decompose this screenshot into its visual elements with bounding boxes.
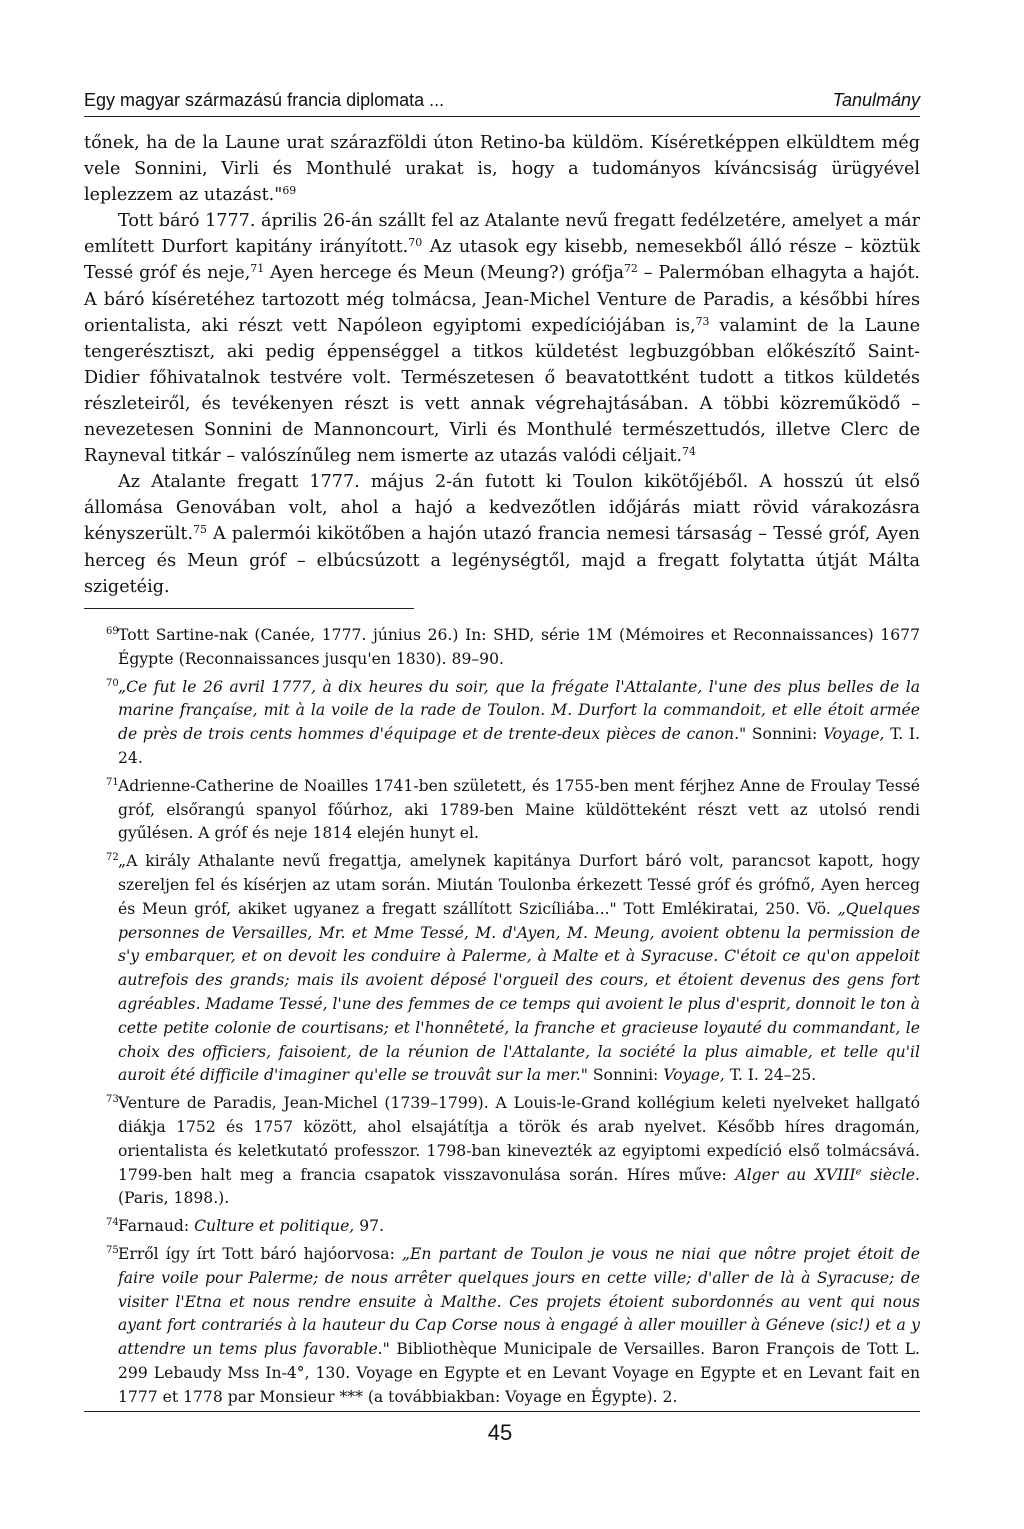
footnote-number: 75 (106, 1244, 119, 1256)
footnote-text: Tott Sartine-nak (Canée, 1777. június 26.) In: SHD, série 1M (Mémoires et Reconnaissances) 1677 Égypte (Reconnaissances jusqu'en 1830). 89–90. (118, 626, 920, 668)
footnote-number: 69 (106, 626, 119, 637)
footnote-71 (84, 775, 920, 846)
superscript: e (855, 1166, 862, 1178)
paragraph-text: valamint de la Laune tengerésztiszt, aki pedig éppenséggel a titkos küldetést legbuzgóbban előkészítő Saint-Didier főhivatalnok testvére volt. Természetesen ő beavatottként tudott a titkos küldetés részleteiről, és tevékenyen részt is vett annak végrehajtásában. A többi közreműködő – nevezetesen Sonnini de Mannoncourt, Virli és Monthulé természettudós, illetve Clerc de Rayneval titkár – valószínűleg nem ismerte az utazás valódi céljait. (84, 315, 920, 467)
footnote-work-title-part: Alger au XVIII (735, 1165, 856, 1184)
paragraph (84, 469, 920, 599)
footnote-work-title: Culture et politique, (194, 1217, 355, 1236)
body-text (84, 130, 920, 600)
footnote-text: Venture de Paradis, Jean-Michel (1739–1799). A Louis-le-Grand kollégium keleti nyelveket hallgató diákja 1752 és 1757 között, ahol elsajátítja a török és arab nyelvet. Később híres dragomán, orientalista és keletkutató professzor. 1798-ban kinevezték az egyiptomi expedíció első tolmácsává. 1799-ben halt meg a francia csapatok visszavonulása során. Híres műve: (118, 1094, 920, 1184)
footnote-number: 72 (106, 852, 119, 864)
footnote-text: T. I. 24. (118, 725, 920, 767)
paragraph-text: Az utasok egy kisebb, nemesekből álló része – köztük Tessé gróf és neje, (84, 237, 920, 284)
footnote-ref-73[interactable]: 73 (695, 314, 710, 328)
page-bottom-rule (84, 1411, 920, 1412)
footnote-quote: „Ce fut le 26 avril 1777, à dix heures du soir, que la frégate l'Attalante, l'une des plus belles de la marine françaíse, mit à la voile de la rade de Toulon. M. Durfort la commandoit, et elle étoit armée de près de trois cents hommes d'équipage et de trente-deux pièces de canon." (118, 677, 920, 744)
footnote-number: 74 (106, 1217, 119, 1229)
header-section-label: Tanulmány (832, 90, 920, 110)
paragraph-text: Az Atalante fregatt 1777. május 2-án futott ki Toulon kikötőjéből. A hosszú út első állomása Genovában volt, ahol a hajó a kedvezőtlen időjárás miatt rövid várakozásra kényszerült. (84, 472, 920, 545)
footnote-73 (84, 1092, 920, 1211)
footnote-75 (84, 1243, 920, 1410)
paragraph-text: A palermói kikötőben a hajón utazó francia nemesi társaság – Tessé gróf, Ayen herceg és Meun gróf – elbúcsúzott a legénységtől, majd a fregatt folytatta útját Málta szigetéig. (84, 524, 920, 597)
paragraph (84, 208, 920, 469)
footnote-69 (84, 624, 920, 672)
footnote-number: 73 (106, 1094, 119, 1106)
footnote-work-title (735, 1166, 920, 1184)
footnote-quote: „Quelques personnes de Versailles, Mr. et Mme Tessé, M. d'Ayen, M. Meung, avoient obtenu la permission de s'y embarquer, et on devoit les conduire à Palerme, à Malte et à Syracuse. C'étoit ce qu'on appeloit autrefois des grands; mais ils avoient déposé l'orgueil des cours, et étoient devenus des gens fort agréables. Madame Tessé, l'une des femmes de ce temps qui avoient le plus d'esprit, donnoit le ton à cette petite colonie de courtisans; et l'honnêteté, la franche et gracieuse loyauté du commandant, le choix des officiers, faisoient, de la réunion de l'Attalante, la société la plus aimable, et telle qu'il auroit été difficile d'imaginer qu'elle se trouvât sur la mer." (118, 899, 920, 1085)
footnotes (84, 624, 920, 1414)
footnote-text: (Paris, 1898.). (118, 1189, 230, 1208)
footnote-74 (84, 1215, 920, 1239)
footnote-ref-70[interactable]: 70 (408, 236, 423, 250)
running-header (84, 86, 920, 117)
footnote-70 (84, 676, 920, 771)
footnote-text: T. I. 24–25. (724, 1066, 817, 1085)
footnote-ref-69[interactable]: 69 (282, 184, 297, 198)
footnote-work-title: Voyage, (663, 1066, 725, 1085)
footnote-text: Bibliothèque Municipale de Versailles. Baron François de Tott L. 299 Lebaudy Mss In-4°, 130. Voyage en Egypte et en Levant Voyage en Egypte et en Levant fait en 1777 et 1778 par Monsieur *** (a továbbiakban: Voyage en Égypte). 2. (118, 1340, 921, 1406)
footnote-ref-74[interactable]: 74 (682, 445, 696, 459)
header-title: Egy magyar származású francia diplomata ... (84, 90, 445, 110)
footnote-number: 70 (106, 677, 119, 689)
paragraph (84, 130, 920, 208)
footnote-ref-72[interactable]: 72 (623, 262, 638, 276)
footnote-number: 71 (106, 776, 119, 788)
footnote-text: „A király Athalante nevű fregattja, amelynek kapitánya Durfort báró volt, parancsot kapott, hogy szereljen fel és kísérjen az utam során. Miután Toulonba érkezett Tessé gróf és grófnő, Ayen herceg és Meun gróf, akiket ugyanez a fregatt szállított Szicíliába..." Tott Emlékiratai, 250. Vö. (118, 852, 920, 918)
footnote-ref-71[interactable]: 71 (250, 262, 265, 276)
footnote-work-title-part: siècle. (861, 1165, 920, 1184)
footnote-quote: „En partant de Toulon je vous ne niai que nôtre projet étoit de faire voile pour Palerme; de nous arrêter quelques jours en cette ville; d'aller de là à Syracuse; de visiter l'Etna et nous rendre ensuite à Malthe. Ces projets étoient subordonnés au vent qui nous ayant fort contrariés à la hauteur du Cap Corse nous à engagé à aller mouiller à Géneve (sic!) et a y attendre un tems plus favorable." (118, 1244, 920, 1359)
footnote-text: Farnaud: (118, 1217, 195, 1236)
footnote-text: 97. (354, 1217, 385, 1236)
footnote-ref-75[interactable]: 75 (193, 523, 207, 537)
paragraph-text: Ayen hercege és Meun (Meung?) grófja (264, 263, 624, 284)
footnote-divider (84, 608, 414, 609)
page-number: 45 (487, 1420, 513, 1445)
paragraph-text: – Palermóban elhagyta a hajót. A báró kíséretéhez tartozott még tolmácsa, Jean-Michel Venture de Paradis, a későbbi híres orientalista, aki részt vett Napóleon egyiptomi expedíciójában is, (84, 263, 921, 336)
footnote-text: Erről így írt Tott báró hajóorvosa: (118, 1244, 402, 1263)
paragraph-text: tőnek, ha de la Laune urat szárazföldi úton Retino-ba küldöm. Kíséretképpen elküldtem még vele Sonnini, Virli és Monthulé urakat is, hogy a tudományos kíváncsiság ürügyével leplezzem az utazást." (84, 133, 920, 206)
footnote-text: Adrienne-Catherine de Noailles 1741-ben született, és 1755-ben ment férjhez Anne de Froulay Tessé gróf, elsőrangú spanyol főúrhoz, aki 1789-ben Maine küldötteként részt vett az utolsó rendi gyűlésen. A gróf és neje 1814 elején hunyt el. (118, 776, 920, 843)
footnote-72 (84, 850, 920, 1088)
paragraph-text: Tott báró 1777. április 26-án szállt fel az Atalante nevű fregatt fedélzetére, amelyet a már említett Durfort kapitány irányított. (84, 211, 920, 258)
footnote-text: Sonnini: (746, 725, 823, 744)
footnote-work-title: Voyage, (822, 725, 885, 744)
footnote-text: Sonnini: (587, 1066, 664, 1085)
